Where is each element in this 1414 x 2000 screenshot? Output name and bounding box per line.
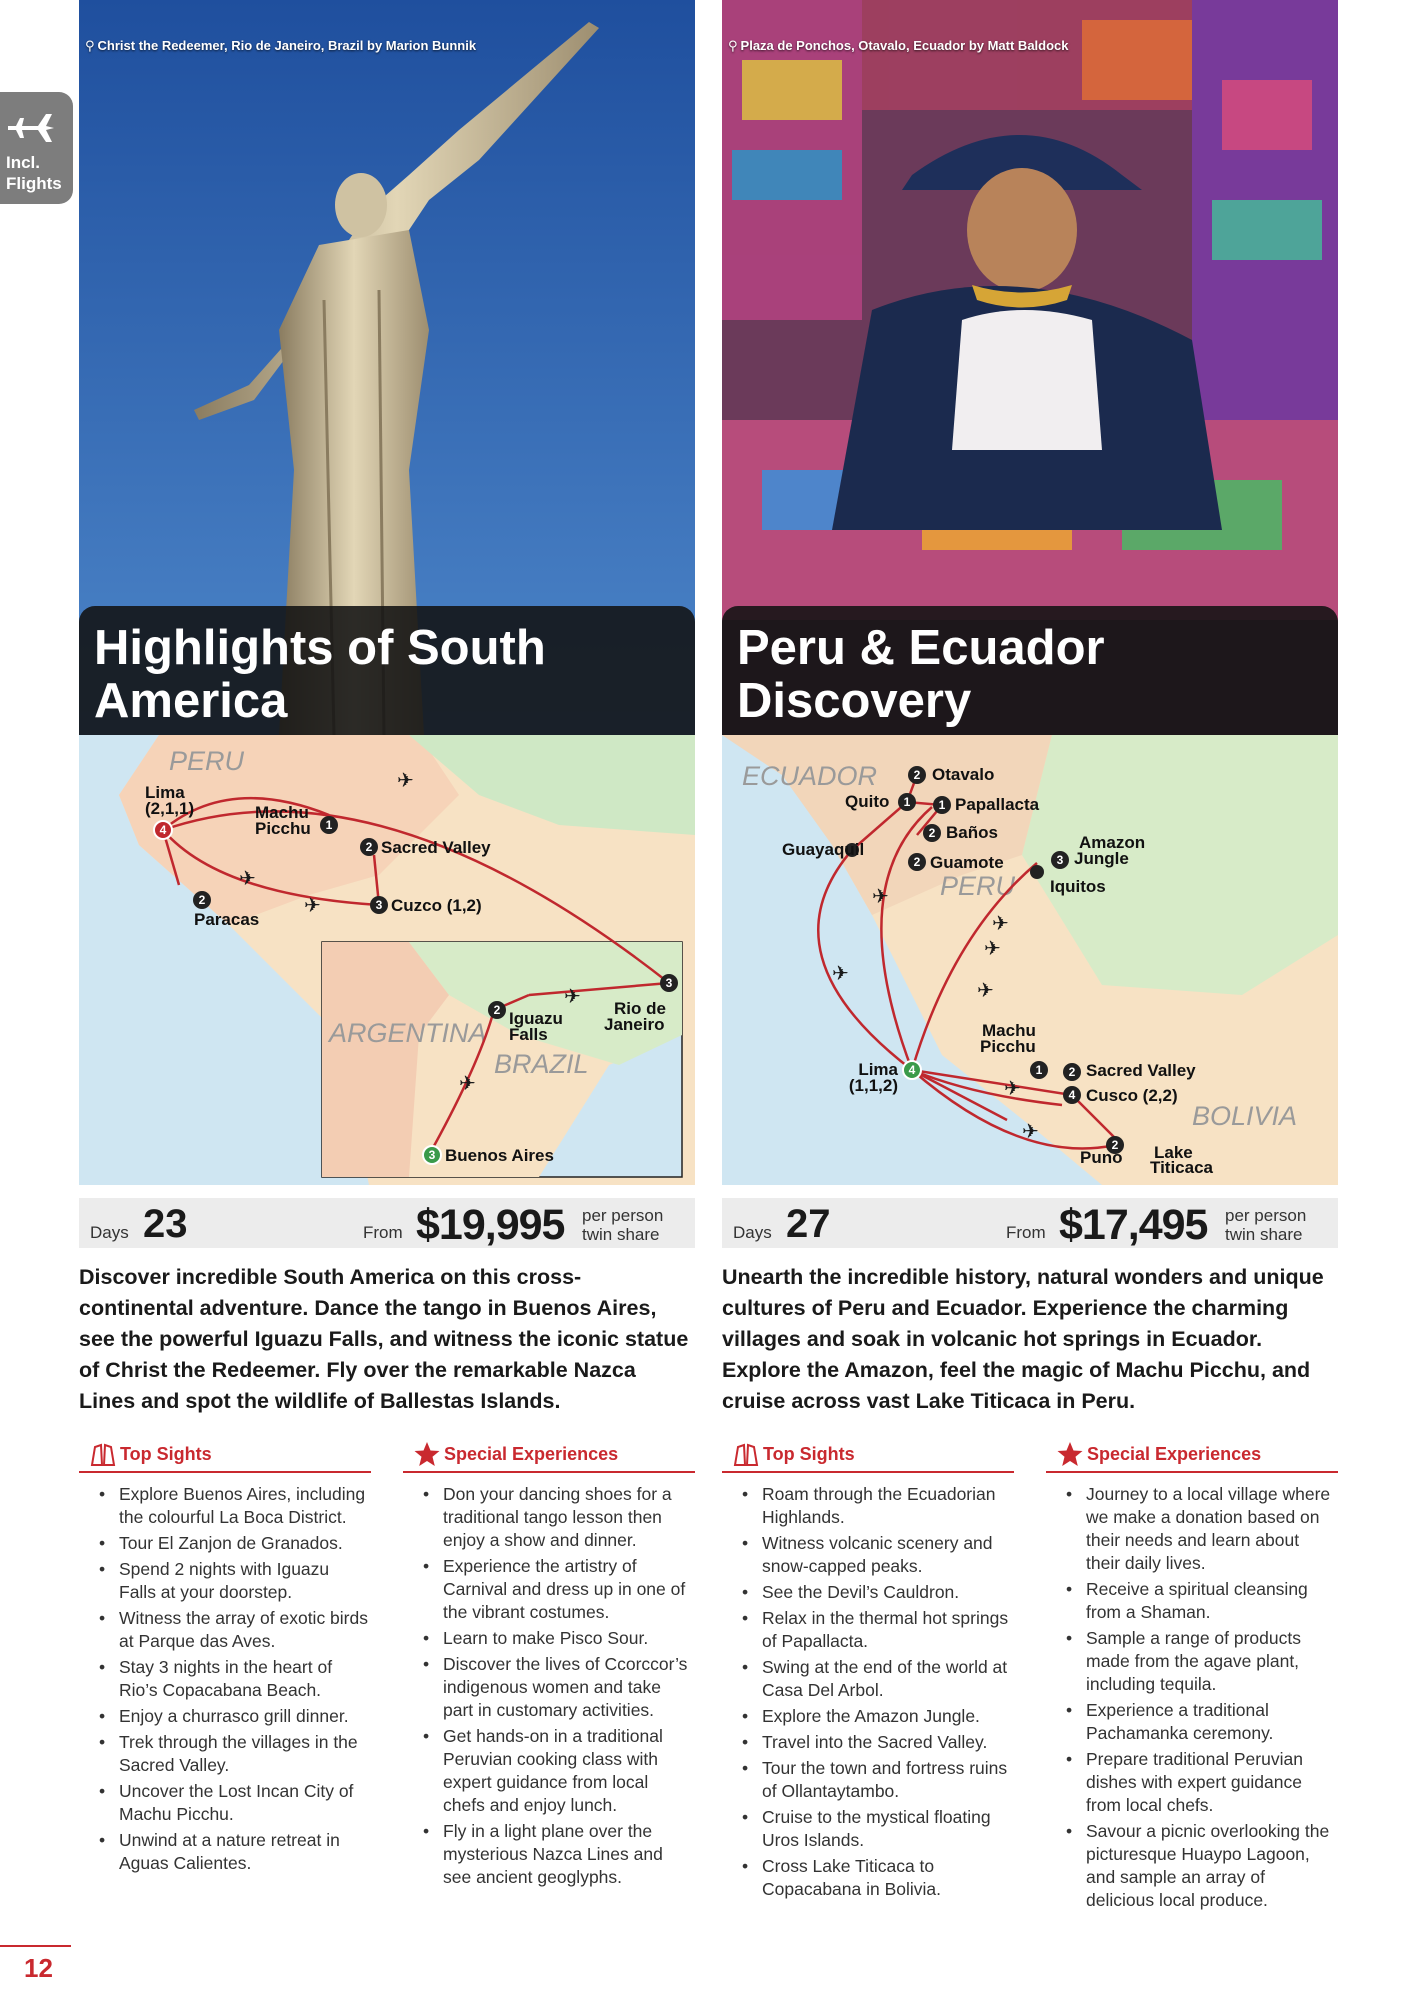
map-num-amazon: 3 — [1056, 853, 1064, 867]
list-item: • Learn to make Pisco Sour. — [403, 1627, 695, 1650]
tour-card-highlights-south-america — [79, 0, 695, 1935]
tour-lists — [79, 1435, 695, 1935]
map-num-sacred: 2 — [1068, 1065, 1076, 1079]
route-map — [722, 735, 1338, 1185]
map-label-lima-nights: (1,1,2) — [848, 1076, 898, 1095]
map-label-iguazu: Iguazu — [509, 1009, 563, 1028]
tour-intro: Unearth the incredible history, natural wonders and unique cultures of Peru and Ecuador. Experience the charming villages and soak in volcanic hot springs in Ecuador. Explore the Amazon, feel the magic of Machu Picchu, and cruise across vast Lake Titicaca in Peru. — [722, 1265, 1324, 1413]
map-num-cuzco: 3 — [375, 898, 383, 912]
list-item: • Sample a range of products made from the agave plant, including tequila. — [1046, 1627, 1338, 1696]
flights-tab-label: Incl. Flights — [6, 153, 62, 193]
list-item: • Unwind at a nature retreat in Aguas Calientes. — [79, 1829, 371, 1875]
map-label-amazon: Amazon — [1079, 833, 1146, 852]
list-item: • Tour El Zanjon de Granados. — [79, 1532, 371, 1555]
map-num-machu: 1 — [1035, 1063, 1043, 1077]
map-label-rio: Rio de — [614, 999, 666, 1018]
map-num-papallacta: 1 — [938, 798, 946, 812]
list-item: • Uncover the Lost Incan City of Machu Picchu. — [79, 1780, 371, 1826]
map-num-otavalo: 2 — [913, 768, 921, 782]
special-experiences-title: Special Experiences — [444, 1444, 619, 1464]
binoculars-icon — [89, 1441, 117, 1467]
list-item: • Tour the town and fortress ruins of Ollantaytambo. — [722, 1757, 1014, 1803]
map-num-cusco: 4 — [1068, 1088, 1076, 1102]
plane-icon: ✈ — [1022, 1119, 1039, 1143]
map-country-brazil: BRAZIL — [494, 1049, 589, 1079]
plane-icon: ✈ — [872, 884, 889, 908]
top-sights-list — [79, 1483, 371, 1875]
map-label-puno: Puno — [1080, 1148, 1123, 1167]
map-country-bolivia: BOLIVIA — [1192, 1101, 1298, 1131]
map-num-guamote: 2 — [913, 855, 921, 869]
map-num-paracas: 2 — [198, 893, 206, 907]
list-item: • Stay 3 nights in the heart of Rio’s Copacabana Beach. — [79, 1656, 371, 1702]
plane-icon: ✈ — [1004, 1076, 1021, 1100]
map-label-sacred-valley: Sacred Valley — [1086, 1061, 1196, 1080]
days-label: Days — [90, 1223, 129, 1242]
tour-intro: Discover incredible South America on this cross-continental adventure. Dance the tango in Buenos Aires, see the powerful Iguazu Falls, and witness the iconic statue of Christ the Redeemer. Fly over the remarkable Nazca Lines and spot the wildlife of Ballestas Islands. — [79, 1265, 689, 1413]
top-sights-title: Top Sights — [763, 1444, 855, 1464]
star-icon — [1056, 1441, 1084, 1467]
photo-caption: ⚲ Christ the Redeemer, Rio de Janeiro, Brazil by Marion Bunnik — [85, 38, 477, 53]
title-bar — [79, 606, 695, 735]
route-map-svg — [722, 735, 1338, 1185]
list-item: • Trek through the villages in the Sacred Valley. — [79, 1731, 371, 1777]
days-label: Days — [733, 1223, 772, 1242]
map-label-janeiro: Janeiro — [604, 1015, 665, 1034]
list-item: • Don your dancing shoes for a traditional tango lesson then enjoy a show and dinner. — [403, 1483, 695, 1552]
route-map-svg — [79, 735, 695, 1185]
plane-icon: ✈ — [564, 984, 581, 1008]
map-label-sacred-valley: Sacred Valley — [381, 838, 491, 857]
hero-photo — [722, 0, 1338, 735]
list-item: • Discover the lives of Ccorccor’s indigenous women and take part in customary activities. — [403, 1653, 695, 1722]
map-label-banos: Baños — [946, 823, 998, 842]
list-item: • Experience the artistry of Carnival and dress up in one of the vibrant costumes. — [403, 1555, 695, 1624]
map-label-machu: Machu — [982, 1021, 1036, 1040]
map-label-picchu: Picchu — [255, 819, 311, 838]
map-label-cuzco: Cuzco (1,2) — [391, 896, 482, 915]
star-icon — [413, 1441, 441, 1467]
map-num-sacred: 2 — [365, 840, 373, 854]
map-label-paracas: Paracas — [194, 910, 260, 929]
airplane-icon — [6, 106, 56, 148]
photo-caption: ⚲ Plaza de Ponchos, Otavalo, Ecuador by Matt Baldock — [728, 38, 1069, 53]
list-item: • Receive a spiritual cleansing from a Shaman. — [1046, 1578, 1338, 1624]
list-item: • Journey to a local village where we make a donation based on their needs and learn about their daily lives. — [1046, 1483, 1338, 1575]
from-label: From — [363, 1223, 403, 1242]
list-item: • Enjoy a churrasco grill dinner. — [79, 1705, 371, 1728]
hero-photo — [79, 0, 695, 735]
map-num-lima: 4 — [159, 823, 167, 837]
list-item: • Get hands-on in a traditional Peruvian cooking class with expert guidance from local chefs and enjoy lunch. — [403, 1725, 695, 1817]
map-num-buenos: 3 — [428, 1148, 436, 1162]
map-num-quito: 1 — [903, 795, 911, 809]
top-sights-title: Top Sights — [120, 1444, 212, 1464]
map-label-papallacta: Papallacta — [955, 795, 1040, 814]
top-sights-header — [722, 1435, 1014, 1473]
map-country-ecuador: ECUADOR — [742, 761, 878, 791]
price-note: per person twin share — [1225, 1206, 1307, 1244]
from-label: From — [1006, 1223, 1046, 1242]
special-experiences-header — [1046, 1435, 1338, 1473]
map-num-rio: 3 — [665, 976, 673, 990]
plane-icon: ✈ — [304, 893, 321, 917]
map-country-peru: PERU — [169, 746, 245, 776]
list-item: • Relax in the thermal hot springs of Papallacta. — [722, 1607, 1014, 1653]
list-item: • Witness the array of exotic birds at Parque das Aves. — [79, 1607, 371, 1653]
map-num-iguazu: 2 — [493, 1003, 501, 1017]
top-sights-header — [79, 1435, 371, 1473]
title-bar — [722, 606, 1338, 735]
tour-title: Peru & Ecuador Discovery — [737, 621, 1105, 728]
map-label-quito: Quito — [845, 792, 890, 811]
days-value: 23 — [143, 1202, 188, 1246]
plane-icon: ✈ — [239, 866, 256, 890]
top-sights-section — [722, 1435, 1014, 1904]
tour-title: Highlights of South America — [94, 621, 546, 728]
price-value: $17,495 — [1059, 1201, 1208, 1249]
plane-icon: ✈ — [397, 768, 414, 792]
plane-icon: ✈ — [984, 936, 1001, 960]
map-label-iquitos: Iquitos — [1050, 877, 1106, 896]
map-label-otavalo: Otavalo — [932, 765, 995, 784]
location-pin-icon: ⚲ — [85, 38, 95, 53]
list-item: • Savour a picnic overlooking the picturesque Huaypo Lagoon, and sample an array of delicious local produce. — [1046, 1820, 1338, 1912]
special-experiences-header — [403, 1435, 695, 1473]
list-item: • Prepare traditional Peruvian dishes with expert guidance from local chefs. — [1046, 1748, 1338, 1817]
map-label-lake: Lake — [1154, 1143, 1193, 1162]
list-item: • Cross Lake Titicaca to Copacabana in Bolivia. — [722, 1855, 1014, 1901]
list-item: • Cruise to the mystical floating Uros Islands. — [722, 1806, 1014, 1852]
special-experiences-title: Special Experiences — [1087, 1444, 1262, 1464]
map-num-banos: 2 — [928, 826, 936, 840]
map-label-falls: Falls — [509, 1025, 548, 1044]
list-item: • See the Devil’s Cauldron. — [722, 1581, 1014, 1604]
price-bar — [722, 1198, 1338, 1248]
plane-icon: ✈ — [832, 961, 849, 985]
tour-lists — [722, 1435, 1338, 1935]
plane-icon: ✈ — [459, 1071, 476, 1095]
map-label-machu: Machu — [255, 803, 309, 822]
list-item: • Spend 2 nights with Iguazu Falls at your doorstep. — [79, 1558, 371, 1604]
price-value: $19,995 — [416, 1201, 565, 1249]
included-flights-tab — [0, 92, 73, 204]
page-number: 12 — [0, 1945, 71, 1984]
special-experiences-list — [403, 1483, 695, 1889]
plane-icon: ✈ — [992, 911, 1009, 935]
price-bar — [79, 1198, 695, 1248]
map-label-guayaquil: Guayaquil — [782, 840, 865, 859]
list-item: • Explore the Amazon Jungle. — [722, 1705, 1014, 1728]
special-experiences-section — [403, 1435, 695, 1892]
list-item: • Fly in a light plane over the mysterious Nazca Lines and see ancient geoglyphs. — [403, 1820, 695, 1889]
top-sights-list — [722, 1483, 1014, 1901]
tour-card-peru-ecuador — [722, 0, 1338, 1935]
days-value: 27 — [786, 1202, 831, 1246]
special-experiences-list — [1046, 1483, 1338, 1912]
map-label-jungle: Jungle — [1074, 849, 1129, 868]
list-item: • Roam through the Ecuadorian Highlands. — [722, 1483, 1014, 1529]
map-label-picchu: Picchu — [980, 1037, 1036, 1056]
map-country-argentina: ARGENTINA — [329, 1018, 487, 1048]
map-label-lima: Lima — [145, 783, 185, 802]
map-num-puno: 2 — [1111, 1138, 1119, 1152]
list-item: • Explore Buenos Aires, including the colourful La Boca District. — [79, 1483, 371, 1529]
list-item: • Swing at the end of the world at Casa Del Arbol. — [722, 1656, 1014, 1702]
map-num-lima: 4 — [908, 1063, 916, 1077]
map-label-buenos-aires: Buenos Aires — [445, 1146, 554, 1165]
route-map — [79, 735, 695, 1185]
price-note: per person twin share — [582, 1206, 664, 1244]
map-label-titicaca: Titicaca — [1150, 1158, 1214, 1177]
plane-icon: ✈ — [977, 978, 994, 1002]
map-label-lima-nights: (2,1,1) — [145, 799, 195, 818]
map-label-cusco: Cusco (2,2) — [1086, 1086, 1178, 1105]
list-item: • Experience a traditional Pachamanka ceremony. — [1046, 1699, 1338, 1745]
map-country-peru: PERU — [940, 871, 1016, 901]
binoculars-icon — [732, 1441, 760, 1467]
map-label-guamote: Guamote — [930, 853, 1004, 872]
map-label-lima: Lima — [858, 1060, 898, 1079]
top-sights-section — [79, 1435, 371, 1878]
list-item: • Witness volcanic scenery and snow-capped peaks. — [722, 1532, 1014, 1578]
map-num-machu: 1 — [325, 818, 333, 832]
list-item: • Travel into the Sacred Valley. — [722, 1731, 1014, 1754]
special-experiences-section — [1046, 1435, 1338, 1915]
location-pin-icon: ⚲ — [728, 38, 738, 53]
